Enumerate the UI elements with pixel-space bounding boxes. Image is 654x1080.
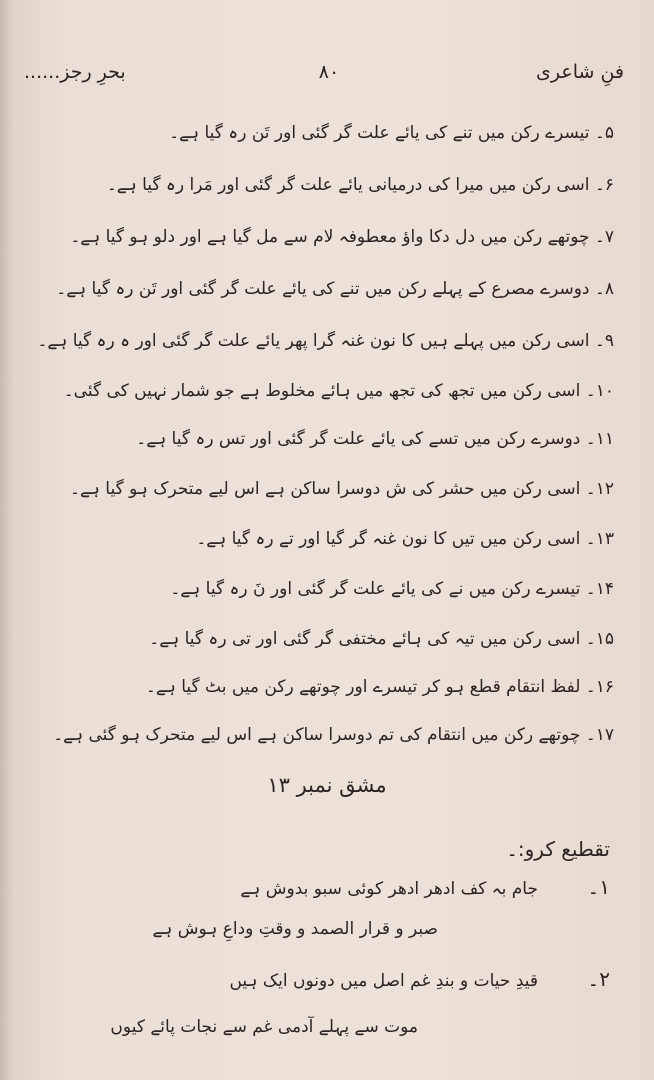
page-number: ۸۰	[318, 61, 340, 83]
exercise-item-number: ۲۔	[587, 967, 610, 991]
book-title: فنِ شاعری	[536, 61, 624, 83]
note-line-12: ۱۲۔ اسی رکن میں حشر کی ش دوسرا ساکن ہے اس لیے متحرک ہو گیا ہے۔	[70, 479, 614, 499]
exercise-heading: مشق نمبر ۱۳	[267, 773, 387, 797]
note-line-7: ۷۔ چوتھے رکن میں دل دکا واؤ معطوفہ لام سے مل گیا ہے اور دلو ہو گیا ہے۔	[70, 227, 614, 247]
exercise-item-number: ۱۔	[587, 875, 610, 899]
exercise-item-line2: موت سے پہلے آدمی غم سے نجات پائے کیوں	[110, 1017, 418, 1037]
note-line-15: ۱۵۔ اسی رکن میں تیہ کی ہائے مختفی گر گئی اور تی رہ گیا ہے۔	[149, 629, 614, 649]
note-line-6: ۶۔ اسی رکن میں میرا کی درمیانی یائے علت گر گئی اور مَرا رہ گیا ہے۔	[106, 175, 614, 195]
note-line-16: ۱۶۔ لفظ انتقام قطع ہو کر تیسرے اور چوتھے رکن میں بٹ گیا ہے۔	[145, 677, 614, 697]
exercise-item-line1: جام بہ کف ادھر ادھر کوئی سبو بدوش ہے	[240, 879, 538, 899]
note-line-17: ۱۷۔ چوتھے رکن میں انتقام کی تم دوسرا ساکن ہے اس لیے متحرک ہو گئی ہے۔	[53, 725, 614, 745]
meter-name: بحرِ رجز......	[24, 61, 126, 83]
exercise-item-line2: صبر و قرار الصمد و وقتِ وداعِ ہوش ہے	[152, 919, 438, 939]
note-line-11: ۱۱۔ دوسرے رکن میں تسے کی یائے علت گر گئی اور تس رہ گیا ہے۔	[136, 429, 614, 449]
note-line-10: ۱۰۔ اسی رکن میں تجھ کی تجھ میں ہائے مخلوط ہے جو شمار نہیں کی گئی۔	[63, 381, 614, 401]
note-line-14: ۱۴۔ تیسرے رکن میں نے کی یائے علت گر گئی اور نَ رہ گیا ہے۔	[170, 579, 614, 599]
exercise-item-line1: قیدِ حیات و بندِ غم اصل میں دونوں ایک ہیں	[229, 971, 538, 991]
exercise-instruction: تقطیع کرو:۔	[506, 837, 610, 861]
page-header	[24, 52, 634, 92]
note-line-9: ۹۔ اسی رکن میں پہلے ہیں کا نون غنہ گرا پھر یائے علت گر گئی اور ہ رہ گیا ہے۔	[37, 331, 614, 351]
note-line-13: ۱۳۔ اسی رکن میں تیں کا نون غنہ گر گیا اور تے رہ گیا ہے۔	[196, 529, 614, 549]
note-line-8: ۸۔ دوسرے مصرع کے پہلے رکن میں تنے کی یائے علت گر گئی اور تَن رہ گیا ہے۔	[56, 279, 614, 299]
note-line-5: ۵۔ تیسرے رکن میں تنے کی یائے علت گر گئی اور تَن رہ گیا ہے۔	[169, 123, 614, 143]
